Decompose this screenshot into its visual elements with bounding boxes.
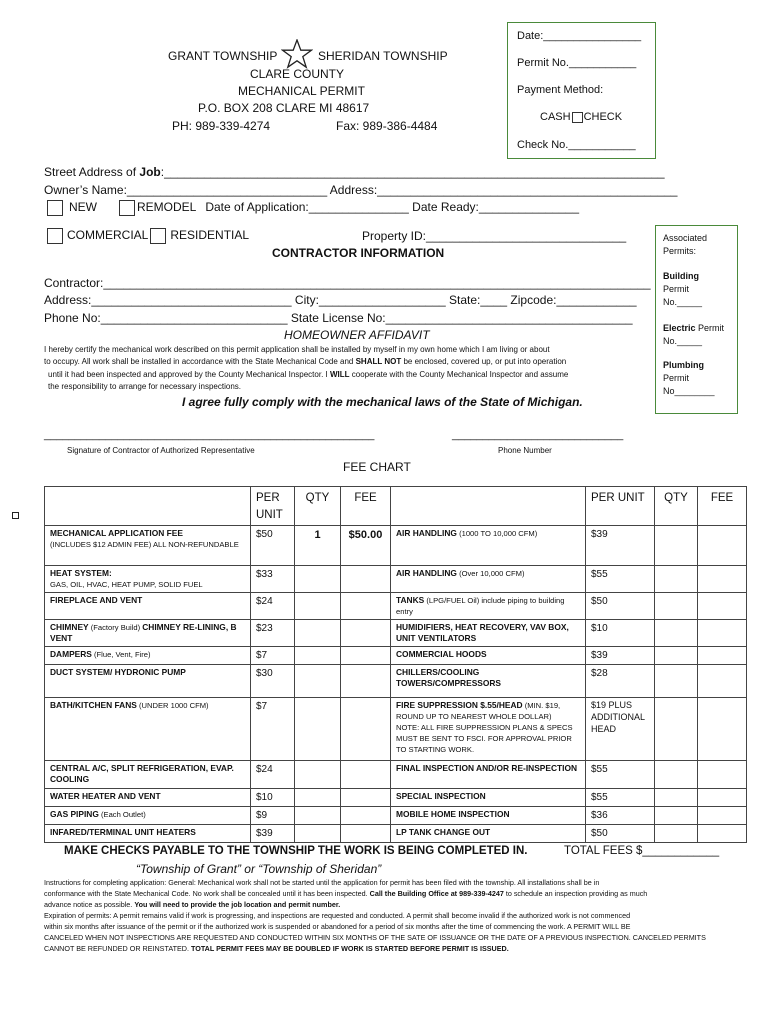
star-icon <box>281 39 313 69</box>
item-per-unit-right: $28 <box>586 665 655 698</box>
header-per-unit-right: PER UNIT <box>586 487 655 526</box>
item-per-unit-right: $39 <box>586 526 655 566</box>
item-note: (Each Outlet) <box>98 810 146 820</box>
item-fee[interactable]: $50.00 <box>341 526 391 566</box>
check-label: CHECK <box>583 111 623 123</box>
item-qty-right[interactable] <box>655 825 698 843</box>
item-name-right: AIR HANDLING <box>396 528 457 539</box>
item-name: MECHANICAL APPLICATION FEE <box>50 528 183 539</box>
item-name: DAMPERS <box>50 649 92 660</box>
item-name-right: AIR HANDLING <box>396 568 457 579</box>
item-description <box>45 593 251 620</box>
job-type-row <box>47 200 579 216</box>
item-fee-right[interactable] <box>698 807 747 825</box>
item-qty-right[interactable] <box>655 647 698 665</box>
table-row <box>45 647 747 665</box>
item-extra-note-right: NOTE: ALL FIRE SUPPRESSION PLANS & SPECS MUST BE SENT TO FSCI. FOR APPROVAL PRIOR TO STARTING WORK. <box>396 723 573 754</box>
contractor-heading: CONTRACTOR INFORMATION <box>272 246 445 260</box>
item-fee[interactable] <box>341 566 391 593</box>
expiration-line-2: within six months after issuance of the permit or if the authorized work is suspended or abandoned for a period of six months after the time of commencing the work. A PERMIT WILL BE <box>44 922 631 931</box>
signature-label: Signature of Contractor of Authorized Representative <box>67 446 255 455</box>
street-prefix: Street Address of <box>44 165 140 179</box>
office-permit-no-field[interactable]: Permit No.___________ <box>517 57 637 69</box>
item-qty-right[interactable] <box>655 526 698 566</box>
item-name: FIREPLACE AND VENT <box>50 595 143 606</box>
header-phone: PH: 989-339-4274 <box>172 119 271 133</box>
cash-label: CASH <box>540 111 571 123</box>
item-note: (UNDER 1000 CFM) <box>136 701 209 711</box>
phone-number-label: Phone Number <box>498 446 552 455</box>
table-row <box>45 698 747 761</box>
table-row <box>45 593 747 620</box>
item-description-right <box>391 665 586 698</box>
item-description-right <box>391 761 586 789</box>
item-description-right <box>391 647 586 665</box>
item-description-right <box>391 526 586 566</box>
agreement-statement: I agree fully comply with the mechanical laws of the State of Michigan. <box>182 395 583 409</box>
building-permit-no: Permit No._____ <box>663 284 703 307</box>
affidavit-title: HOMEOWNER AFFIDAVIT <box>284 328 430 342</box>
building-permit-field[interactable] <box>663 270 729 309</box>
item-per-unit-right: $19 PLUS ADDITIONAL HEAD <box>586 698 655 761</box>
phone-number-line[interactable]: ____________________________ <box>452 429 624 441</box>
item-fee-right[interactable] <box>698 593 747 620</box>
item-description <box>45 665 251 698</box>
item-description-right <box>391 789 586 807</box>
item-fee-right[interactable] <box>698 620 747 647</box>
item-qty[interactable] <box>295 698 341 761</box>
item-qty-right[interactable] <box>655 789 698 807</box>
ins3b: You will need to provide the job location and permit number. <box>134 900 341 909</box>
ins3a: advance notice as possible. <box>44 900 135 909</box>
item-qty[interactable] <box>295 647 341 665</box>
item-per-unit: $23 <box>251 620 295 647</box>
header-fee: FEE <box>341 487 391 526</box>
item-description <box>45 761 251 789</box>
item-qty-right[interactable] <box>655 761 698 789</box>
item-note-right: (MIN. $19, ROUND UP TO NEAREST WHOLE DOLLAR) <box>396 701 561 722</box>
item-fee-right[interactable] <box>698 566 747 593</box>
instructions-line-1: Instructions for completing application: General: Mechanical work shall not be started until the application for permit has been filed with the township. All installations shall be in <box>44 878 600 887</box>
electric-label: Electric <box>663 323 696 333</box>
property-id-field[interactable]: Property ID:______________________________ <box>362 229 627 243</box>
affidavit-l2c: be enclosed, covered up, or put into operation <box>401 357 567 366</box>
item-name: BATH/KITCHEN FANS <box>50 700 137 711</box>
building-label: Building <box>663 271 699 281</box>
item-note-right: (1000 TO 10,000 CFM) <box>456 529 538 539</box>
table-row <box>45 566 747 593</box>
header-per-unit: PER UNIT <box>251 487 295 526</box>
item-description <box>45 526 251 566</box>
ins2a: conformance with the State Mechanical Code. No work shall be concealed until it has been inspected. <box>44 889 370 898</box>
payable-names: “Township of Grant” or “Township of Sheridan” <box>136 862 382 876</box>
item-fee[interactable] <box>341 807 391 825</box>
fee-chart-table <box>44 486 747 843</box>
street-line: :___________________________________________________________________________ <box>160 165 665 179</box>
affidavit-line-1: I hereby certify the mechanical work described on this permit application shall be installed by myself in my own home which I am living or about <box>44 345 550 354</box>
remodel-checkbox[interactable] <box>119 200 135 216</box>
item-description <box>45 789 251 807</box>
item-per-unit-right: $55 <box>586 566 655 593</box>
item-per-unit: $33 <box>251 566 295 593</box>
ins2c: to schedule an inspection providing as much <box>503 889 648 898</box>
table-row <box>45 620 747 647</box>
item-name: DUCT SYSTEM/ HYDRONIC PUMP <box>50 667 186 678</box>
electric-permit-field[interactable] <box>663 322 733 348</box>
item-fee-right[interactable] <box>698 789 747 807</box>
item-per-unit: $7 <box>251 647 295 665</box>
item-description-right <box>391 566 586 593</box>
item-name-right: HUMIDIFIERS, HEAT RECOVERY, VAV BOX, UNIT VENTILATORS <box>396 622 569 644</box>
check-no-field[interactable]: Check No.___________ <box>517 139 636 151</box>
item-name-right: TANKS <box>396 595 425 606</box>
cash-check-checkbox[interactable] <box>572 112 583 123</box>
item-qty-right[interactable] <box>655 566 698 593</box>
item-note: (Factory Build) <box>88 623 143 633</box>
item-fee-right[interactable] <box>698 761 747 789</box>
item-note: GAS, OIL, HVAC, HEAT PUMP, SOLID FUEL <box>50 580 203 590</box>
item-per-unit: $7 <box>251 698 295 761</box>
item-description-right <box>391 698 586 761</box>
affidavit-line-4: the responsibility to arrange for necessary inspections. <box>48 382 241 391</box>
instructions-line-3 <box>44 900 340 909</box>
header-qty: QTY <box>295 487 341 526</box>
table-row <box>45 665 747 698</box>
table-row <box>45 526 747 566</box>
new-checkbox[interactable] <box>47 200 63 216</box>
table-row <box>45 789 747 807</box>
item-name: CHIMNEY <box>50 622 89 633</box>
table-header-row <box>45 487 747 526</box>
affidavit-l3a: until it had been inspected and approved by the County Mechanical Inspector. I <box>48 370 330 379</box>
item-description <box>45 620 251 647</box>
item-name-right: COMMERCIAL HOODS <box>396 649 487 660</box>
contractor-address-field[interactable]: Address:______________________________ City:___________________ State:____ Zipcode:____________ <box>44 293 637 307</box>
item-name: HEAT SYSTEM: <box>50 568 112 579</box>
item-note-right: (LPG/FUEL Oil) include piping to building entry <box>396 596 565 617</box>
make-checks-notice: MAKE CHECKS PAYABLE TO THE TOWNSHIP THE WORK IS BEING COMPLETED IN. <box>64 845 528 857</box>
margin-marker-icon <box>12 512 19 519</box>
item-name: CENTRAL A/C, SPLIT REFRIGERATION, EVAP. COOLING <box>50 763 234 785</box>
item-name: WATER HEATER AND VENT <box>50 791 161 802</box>
payment-method-label: Payment Method: <box>517 84 604 96</box>
item-description <box>45 698 251 761</box>
item-per-unit: $24 <box>251 593 295 620</box>
residential-checkbox[interactable] <box>150 228 166 244</box>
item-qty[interactable] <box>295 566 341 593</box>
item-per-unit: $10 <box>251 789 295 807</box>
total-fees-field[interactable]: TOTAL FEES $____________ <box>564 845 720 857</box>
item-description-right <box>391 807 586 825</box>
item-description <box>45 647 251 665</box>
page-title: MECHANICAL PERMIT <box>238 84 365 98</box>
contractor-field[interactable]: Contractor:__________________________________________________________________________________ <box>44 276 651 290</box>
new-label: NEW <box>69 200 97 215</box>
item-description-right <box>391 620 586 647</box>
building-office-phone: Call the Building Office at 989-339-4247 <box>369 889 504 898</box>
remodel-label: REMODEL <box>137 200 197 215</box>
item-per-unit-right: $39 <box>586 647 655 665</box>
instructions-line-2 <box>44 889 647 898</box>
item-qty[interactable] <box>295 620 341 647</box>
item-per-unit: $30 <box>251 665 295 698</box>
item-fee[interactable] <box>341 620 391 647</box>
exp4a: CANNOT BE REFUNDED OR REINSTATED. <box>44 944 191 953</box>
item-fee-right[interactable] <box>698 825 747 843</box>
item-fee[interactable] <box>341 761 391 789</box>
item-name: INFARED/TERMINAL UNIT HEATERS <box>50 827 196 838</box>
payment-options <box>540 111 622 123</box>
item-qty[interactable] <box>295 825 341 843</box>
expiration-line-1: Expiration of permits: A permit remains valid if work is progressing, and inspections are requested and conducted. A permit shall become invalid if the authorized work is not commenced <box>44 911 631 920</box>
item-per-unit-right: $50 <box>586 593 655 620</box>
item-per-unit-right: $55 <box>586 761 655 789</box>
item-qty[interactable] <box>295 761 341 789</box>
item-fee[interactable] <box>341 593 391 620</box>
item-per-unit-right: $10 <box>586 620 655 647</box>
item-fee-right[interactable] <box>698 698 747 761</box>
item-description <box>45 566 251 593</box>
affidavit-line-2 <box>44 357 566 366</box>
item-per-unit: $24 <box>251 761 295 789</box>
table-row <box>45 825 747 843</box>
item-name: GAS PIPING <box>50 809 99 820</box>
item-per-unit: $50 <box>251 526 295 566</box>
owner-address-field[interactable]: Owner’s Name:______________________________ Address:_____________________________________________ <box>44 183 678 197</box>
header-left: GRANT TOWNSHIP <box>168 49 278 63</box>
item-description-right <box>391 593 586 620</box>
signature-line[interactable]: ______________________________________________________ <box>44 429 375 441</box>
item-fee[interactable] <box>341 665 391 698</box>
item-qty-right[interactable] <box>655 620 698 647</box>
item-fee[interactable] <box>341 698 391 761</box>
item-per-unit: $9 <box>251 807 295 825</box>
item-name-right: CHILLERS/COOLING TOWERS/COMPRESSORS <box>396 667 502 689</box>
header-address: P.O. BOX 208 CLARE MI 48617 <box>198 101 370 115</box>
affidavit-will: WILL <box>329 370 350 379</box>
expiration-line-4 <box>44 944 509 953</box>
commercial-label: COMMERCIAL <box>67 228 149 243</box>
exp4b: TOTAL PERMIT FEES MAY BE DOUBLED IF WORK IS STARTED BEFORE PERMIT IS ISSUED. <box>190 944 509 953</box>
item-description-right <box>391 825 586 843</box>
item-qty[interactable] <box>295 789 341 807</box>
office-date-field[interactable]: Date:________________ <box>517 30 642 42</box>
commercial-checkbox[interactable] <box>47 228 63 244</box>
affidavit-line-3 <box>48 370 568 379</box>
item-per-unit-right: $55 <box>586 789 655 807</box>
item-fee-right[interactable] <box>698 665 747 698</box>
affidavit-l2a: to occupy. All work shall be installed in accordance with the State Mechanical Code and <box>44 357 356 366</box>
item-qty-right[interactable] <box>655 665 698 698</box>
header-right: SHERIDAN TOWNSHIP <box>318 49 448 63</box>
item-qty-right[interactable] <box>655 807 698 825</box>
residential-label: RESIDENTIAL <box>170 228 250 243</box>
item-description <box>45 825 251 843</box>
table-row <box>45 761 747 789</box>
item-name-right: FIRE SUPPRESSION $.55/HEAD <box>396 700 523 711</box>
header-fee-right: FEE <box>698 487 747 526</box>
item-qty[interactable]: 1 <box>295 526 341 566</box>
item-name-right: FINAL INSPECTION AND/OR RE-INSPECTION <box>396 763 578 774</box>
item-qty-right[interactable] <box>655 698 698 761</box>
table-row <box>45 807 747 825</box>
header-fax: Fax: 989-386-4484 <box>336 119 438 133</box>
expiration-line-3: CANCELED WHEN NOT INSPECTIONS ARE REQUESTED AND CONDUCTED WITHIN SIX MONTHS OF THE SATE OF ISSUANCE OR THE DATE OF A PREVIOUS INSPECTION. CANCELED PERMITS <box>44 933 706 942</box>
affidavit-shall-not: SHALL NOT <box>355 357 402 366</box>
item-name-2: CHIMNEY RE-LINING, B VENT <box>50 622 237 644</box>
item-fee-right[interactable] <box>698 647 747 665</box>
item-note: (INCLUDES $12 ADMIN FEE) ALL NON-REFUNDABLE <box>50 540 239 550</box>
header-qty-right: QTY <box>655 487 698 526</box>
item-note-right: (Over 10,000 CFM) <box>456 569 525 579</box>
contractor-phone-field[interactable]: Phone No:____________________________ State License No:_____________________________________ <box>44 311 633 325</box>
header-county: CLARE COUNTY <box>250 67 345 81</box>
occupancy-row <box>47 228 249 244</box>
street-address-field[interactable] <box>44 165 665 179</box>
item-fee[interactable] <box>341 647 391 665</box>
item-note: (Flue, Vent, Fire) <box>91 650 151 660</box>
item-per-unit: $39 <box>251 825 295 843</box>
plumbing-label: Plumbing <box>663 360 704 370</box>
item-fee-right[interactable] <box>698 526 747 566</box>
header-blank-right <box>391 487 586 526</box>
item-name-right: MOBILE HOME INSPECTION <box>396 809 510 820</box>
item-description <box>45 807 251 825</box>
affidavit-l3c: cooperate with the County Mechanical Inspector and assume <box>349 370 569 379</box>
item-per-unit-right: $50 <box>586 825 655 843</box>
item-per-unit-right: $36 <box>586 807 655 825</box>
plumbing-permit-field[interactable] <box>663 359 729 398</box>
associated-title: Associated Permits: <box>663 233 708 256</box>
fee-chart-title: FEE CHART <box>343 460 411 474</box>
application-dates-field[interactable]: Date of Application:_______________ Date Ready:_______________ <box>205 200 579 215</box>
electric-permit-no: Permit No._____ <box>663 323 725 346</box>
street-job-word: Job <box>139 165 161 179</box>
item-qty[interactable] <box>295 593 341 620</box>
item-qty-right[interactable] <box>655 593 698 620</box>
item-qty[interactable] <box>295 665 341 698</box>
plumbing-permit-no: Permit No________ <box>663 373 715 396</box>
item-fee[interactable] <box>341 789 391 807</box>
header-blank <box>45 487 251 526</box>
item-qty[interactable] <box>295 807 341 825</box>
item-name-right: SPECIAL INSPECTION <box>396 791 486 802</box>
item-name-right: LP TANK CHANGE OUT <box>396 827 491 838</box>
item-fee[interactable] <box>341 825 391 843</box>
